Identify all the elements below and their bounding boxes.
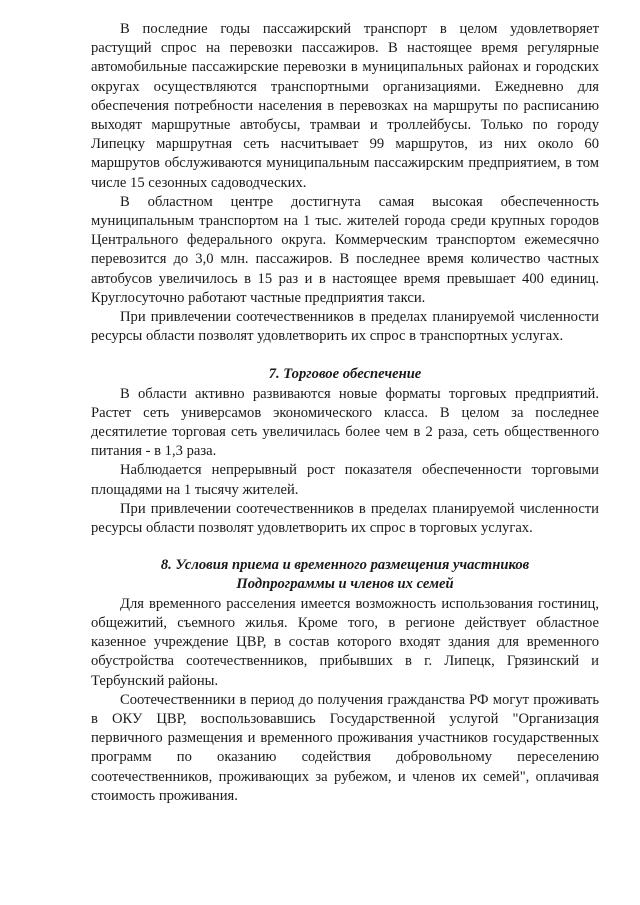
paragraph: В последние годы пассажирский транспорт в целом удовлетворяет растущий спрос на перевозки пассажиров. В настоящее время регулярные автомобильные пассажирские перевозки в муниципальных районах и городских округах осуществляются транспортными организациями. Ежедневно для обеспечения потребности населения в перевозках на маршруты по расписанию выходят маршрутные автобусы, трамваи и троллейбусы. Только по городу Липецку маршрутная сеть насчитывает 99 маршрутов, из них около 60 маршрутов обслуживаются муниципальным пассажирским предприятием, в том числе 15 сезонных садоводческих. xyxy=(91,21,599,191)
paragraph: В областном центре достигнута самая высокая обеспеченность муниципальным транспортом на 1 тыс. жителей города среди крупных городов Центрального федерального округа. Коммерческим транспортом ежемесячно перевозится до 3,0 млн. пассажиров. В последнее время количество частных автобусов увеличилось в 15 раз и в настоящее время превышает 400 единиц. Круглосуточно работают частные предприятия такси. xyxy=(91,193,599,306)
document-page xyxy=(91,20,599,806)
section-accommodation xyxy=(91,556,599,806)
paragraph: При привлечении соотечественников в пределах планируемой численности ресурсы области позволят удовлетворить их спрос в торговых услугах. xyxy=(91,500,599,537)
paragraph: При привлечении соотечественников в пределах планируемой численности ресурсы области позволят удовлетворить их спрос в транспортных услугах. xyxy=(91,309,599,345)
section-heading: 7. Торговое обеспечение xyxy=(268,366,422,383)
section-heading-continued: Подпрограммы и членов их семей xyxy=(236,576,454,593)
paragraph: В области активно развиваются новые форматы торговых предприятий. Растет сеть универсамов экономического класса. В целом за последнее десятилетие торговая сеть увеличилась более чем в 2 раза, сеть общественного питания - в 1,3 раза. xyxy=(91,385,599,460)
transport-section xyxy=(91,20,599,346)
section-trade xyxy=(91,365,599,538)
paragraph: Для временного расселения имеется возможность использования гостиниц, общежитий, съемного жилья. Кроме того, в регионе действует областное казенное учреждение ЦВР, в состав которого входят здания для временного обустройства соотечественников, прибывших в г. Липецк, Грязинский и Тербунский районы. xyxy=(91,595,599,689)
section-heading: 8. Условия приема и временного размещения участников xyxy=(160,557,530,574)
paragraph: Соотечественники в период до получения гражданства РФ могут проживать в ОКУ ЦВР, воспользовавшись Государственной услугой "Организация первичного размещения и временного проживания участников государственных программ по оказанию содействия добровольному переселению соотечественников, проживающих за рубежом, и членов их семей", оплачивая стоимость проживания. xyxy=(91,691,599,804)
paragraph: Наблюдается непрерывный рост показателя обеспеченности торговыми площадями на 1 тысячу жителей. xyxy=(91,462,599,498)
